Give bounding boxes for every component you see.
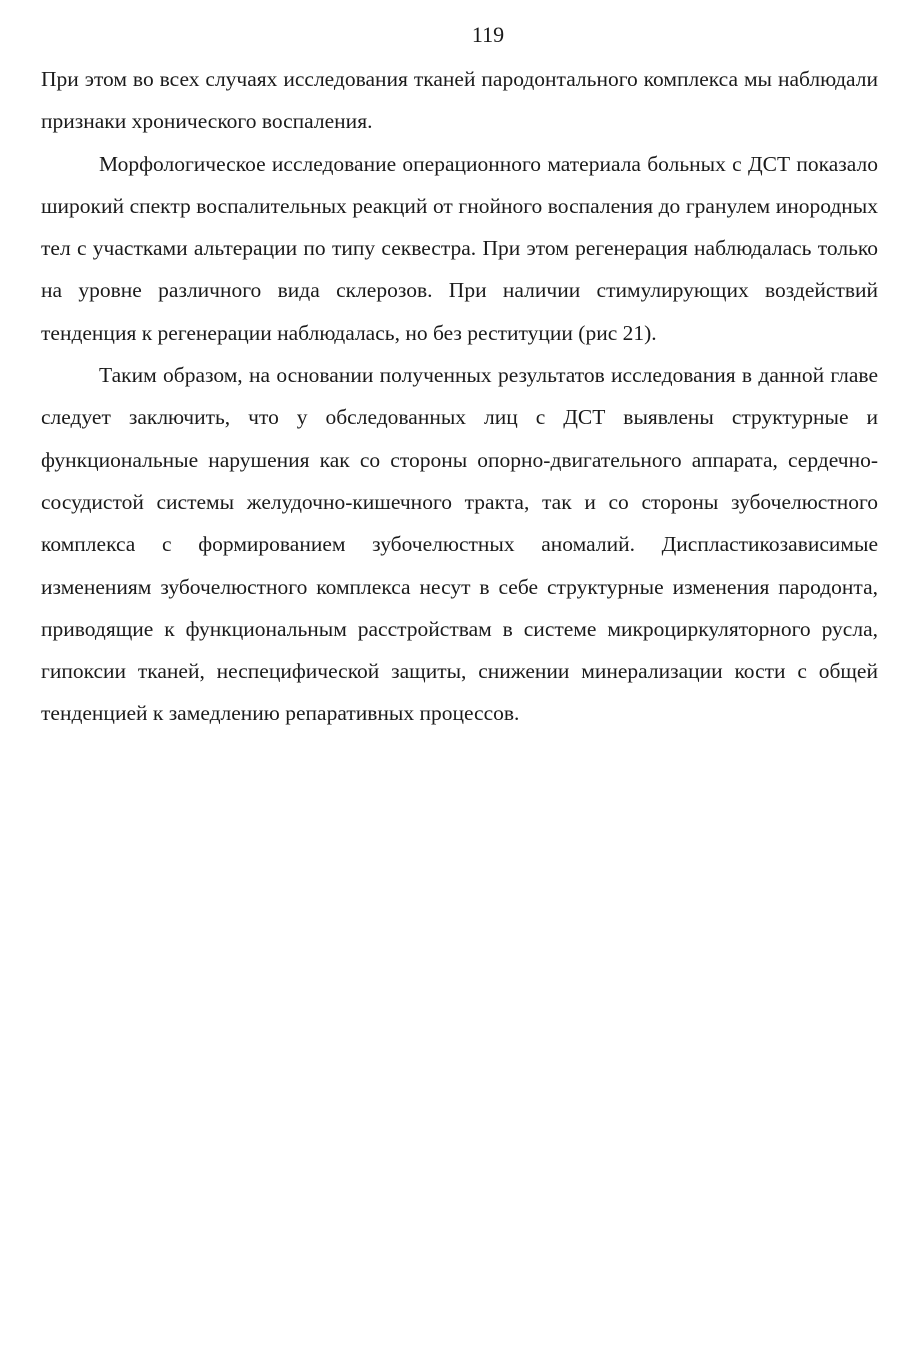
page-number: 119	[471, 22, 505, 47]
paragraph-morphological-study: Морфологическое исследование операционного материала больных с ДСТ показало широкий спектр воспалительных реакций от гнойного воспаления до гранулем инородных тел с участками альтерации по типу секвестра. При этом регенерация наблюдалась только на уровне различного вида склерозов. При наличии стимулирующих воздействий тенденция к регенерации наблюдалась, но без реституции (рис 21).	[41, 151, 878, 345]
body-text	[41, 58, 878, 735]
paragraph-conclusion: Таким образом, на основании полученных результатов исследования в данной главе следует заключить, что у обследованных лиц с ДСТ выявлены структурные и функциональные нарушения как со стороны опорно-двигательного аппарата, сердечно-сосудистой системы желудочно-кишечного тракта, так и со стороны зубочелюстного комплекса с формированием зубочелюстных аномалий. Диспластикозависимые изменениям зубочелюстного комплекса несут в себе структурные изменения пародонта, приводящие к функциональным расстройствам в системе микроциркуляторного русла, гипоксии тканей, неспецифической защиты, снижении минерализации кости с общей тенденцией к замедлению репаративных процессов.	[41, 363, 878, 726]
paragraph-chronic-inflammation: При этом во всех случаях исследования тканей пародонтального комплекса мы наблюдали признаки хронического воспаления.	[41, 67, 878, 134]
